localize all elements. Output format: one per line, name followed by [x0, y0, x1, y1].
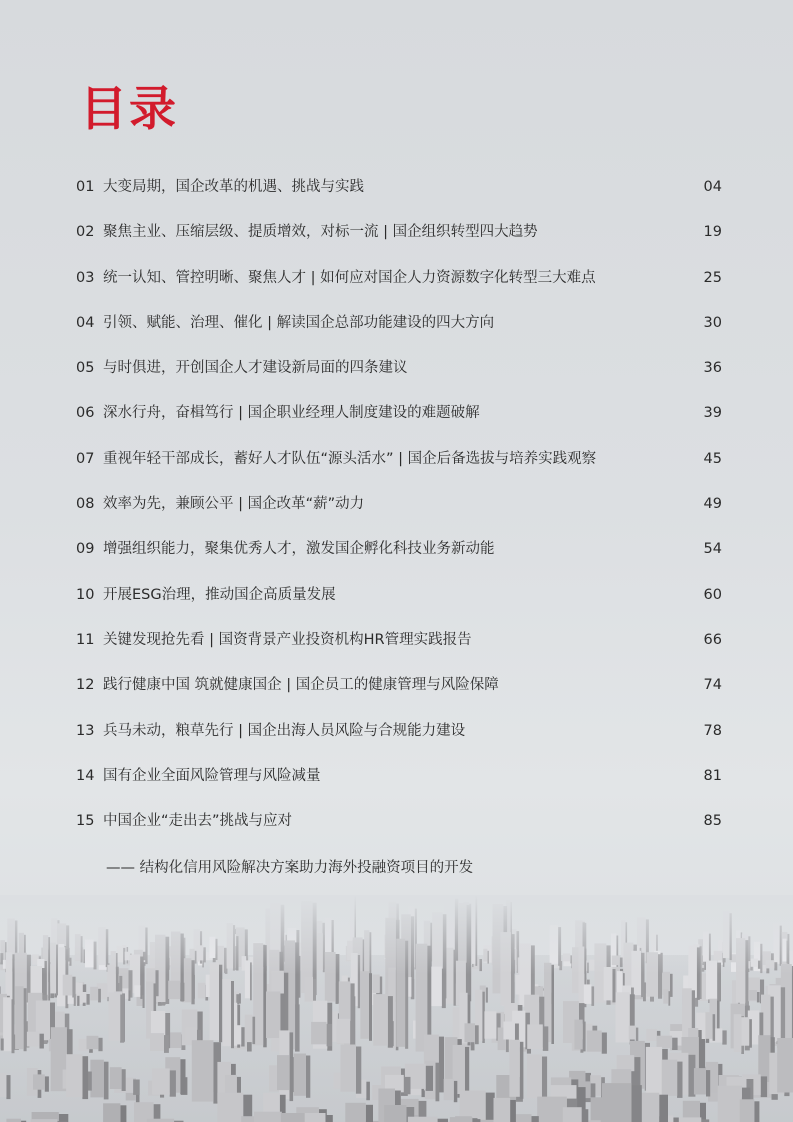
- toc-entry[interactable]: [76, 267, 722, 312]
- toc-entry-page-number: 30: [703, 314, 722, 331]
- toc-entry-page-number: 85: [703, 813, 722, 830]
- toc-entry-title: 效率为先，兼顾公平 | 国企改革“薪”动力: [103, 496, 365, 513]
- toc-entry-number: 04: [76, 314, 95, 331]
- toc-entry-title: 关键发现抢先看 | 国资背景产业投资机构HR管理实践报告: [103, 631, 472, 648]
- toc-entry[interactable]: [76, 720, 722, 765]
- toc-entry-title: 聚焦主业、压缩层级、提质增效，对标一流 | 国企组织转型四大趋势: [103, 224, 538, 241]
- toc-entry[interactable]: [76, 448, 722, 493]
- toc-entry-number: 01: [76, 179, 95, 195]
- toc-entry-title: 兵马未动，粮草先行 | 国企出海人员风险与合规能力建设: [103, 722, 466, 739]
- toc-entry-title: 中国企业“走出去”挑战与应对: [103, 813, 293, 830]
- toc-entry[interactable]: [76, 357, 722, 402]
- page-title: 目录: [80, 82, 178, 137]
- toc-entry-number: 05: [76, 360, 95, 377]
- toc-entry-number: 15: [76, 813, 95, 830]
- toc-entry-number: 10: [76, 586, 95, 603]
- toc-entry-page-number: 45: [703, 450, 722, 467]
- toc-list: [76, 176, 722, 855]
- toc-entry-number: 08: [76, 496, 95, 513]
- toc-entry-page-number: 78: [703, 722, 722, 739]
- toc-entry-number: 13: [76, 722, 95, 739]
- toc-entry-title: 引领、赋能、治理、催化 | 解读国企总部功能建设的四大方向: [103, 314, 495, 331]
- toc-entry[interactable]: [76, 629, 722, 674]
- toc-entry[interactable]: [76, 810, 722, 855]
- toc-entry-title: 大变局期，国企改革的机遇、挑战与实践: [103, 179, 364, 195]
- city-skyline-image: [0, 895, 793, 1122]
- toc-entry-page-number: 39: [703, 405, 722, 422]
- toc-entry-page-number: 81: [703, 767, 722, 784]
- toc-entry-title: 国有企业全面风险管理与风险减量: [103, 767, 321, 784]
- toc-entry-number: 07: [76, 450, 95, 467]
- toc-entry-number: 03: [76, 269, 95, 286]
- toc-entry[interactable]: [76, 765, 722, 810]
- toc-entry[interactable]: [76, 402, 722, 447]
- toc-entry-page-number: 04: [703, 179, 722, 195]
- toc-entry-number: 14: [76, 767, 95, 784]
- toc-entry-title: 增强组织能力，聚集优秀人才，激发国企孵化科技业务新动能: [103, 541, 495, 558]
- toc-entry-page-number: 74: [703, 677, 722, 694]
- toc-entry-title: 统一认知、管控明晰、聚焦人才 | 如何应对国企人力资源数字化转型三大难点: [103, 269, 596, 286]
- toc-entry[interactable]: [76, 176, 722, 221]
- toc-entry-page-number: 66: [703, 631, 722, 648]
- toc-entry-number: 09: [76, 541, 95, 558]
- toc-entry-page-number: 25: [703, 269, 722, 286]
- toc-entry-title: 重视年轻干部成长，蓄好人才队伍“源头活水” | 国企后备选拔与培养实践观察: [103, 450, 597, 467]
- toc-entry[interactable]: [76, 221, 722, 266]
- toc-entry-page-number: 49: [703, 496, 722, 513]
- toc-entry-number: 06: [76, 405, 95, 422]
- toc-entry-number: 02: [76, 224, 95, 241]
- toc-entry[interactable]: [76, 493, 722, 538]
- toc-entry-subtitle: —— 结构化信用风险解决方案助力海外投融资项目的开发: [106, 860, 474, 876]
- toc-entry[interactable]: [76, 538, 722, 583]
- toc-entry[interactable]: [76, 584, 722, 629]
- toc-entry-title: 深水行舟，奋楫笃行 | 国企职业经理人制度建设的难题破解: [103, 405, 480, 422]
- toc-entry[interactable]: [76, 312, 722, 357]
- toc-entry-number: 12: [76, 677, 95, 694]
- toc-entry-title: 与时俱进，开创国企人才建设新局面的四条建议: [103, 360, 408, 377]
- toc-entry-page-number: 54: [703, 541, 722, 558]
- toc-entry-number: 11: [76, 631, 95, 648]
- toc-entry-title: 践行健康中国 筑就健康国企 | 国企员工的健康管理与风险保障: [103, 677, 499, 694]
- toc-entry-title: 开展ESG治理，推动国企高质量发展: [103, 586, 336, 603]
- toc-entry-page-number: 60: [703, 586, 722, 603]
- toc-entry-page-number: 36: [703, 360, 722, 377]
- toc-entry[interactable]: [76, 674, 722, 719]
- toc-entry-page-number: 19: [703, 224, 722, 241]
